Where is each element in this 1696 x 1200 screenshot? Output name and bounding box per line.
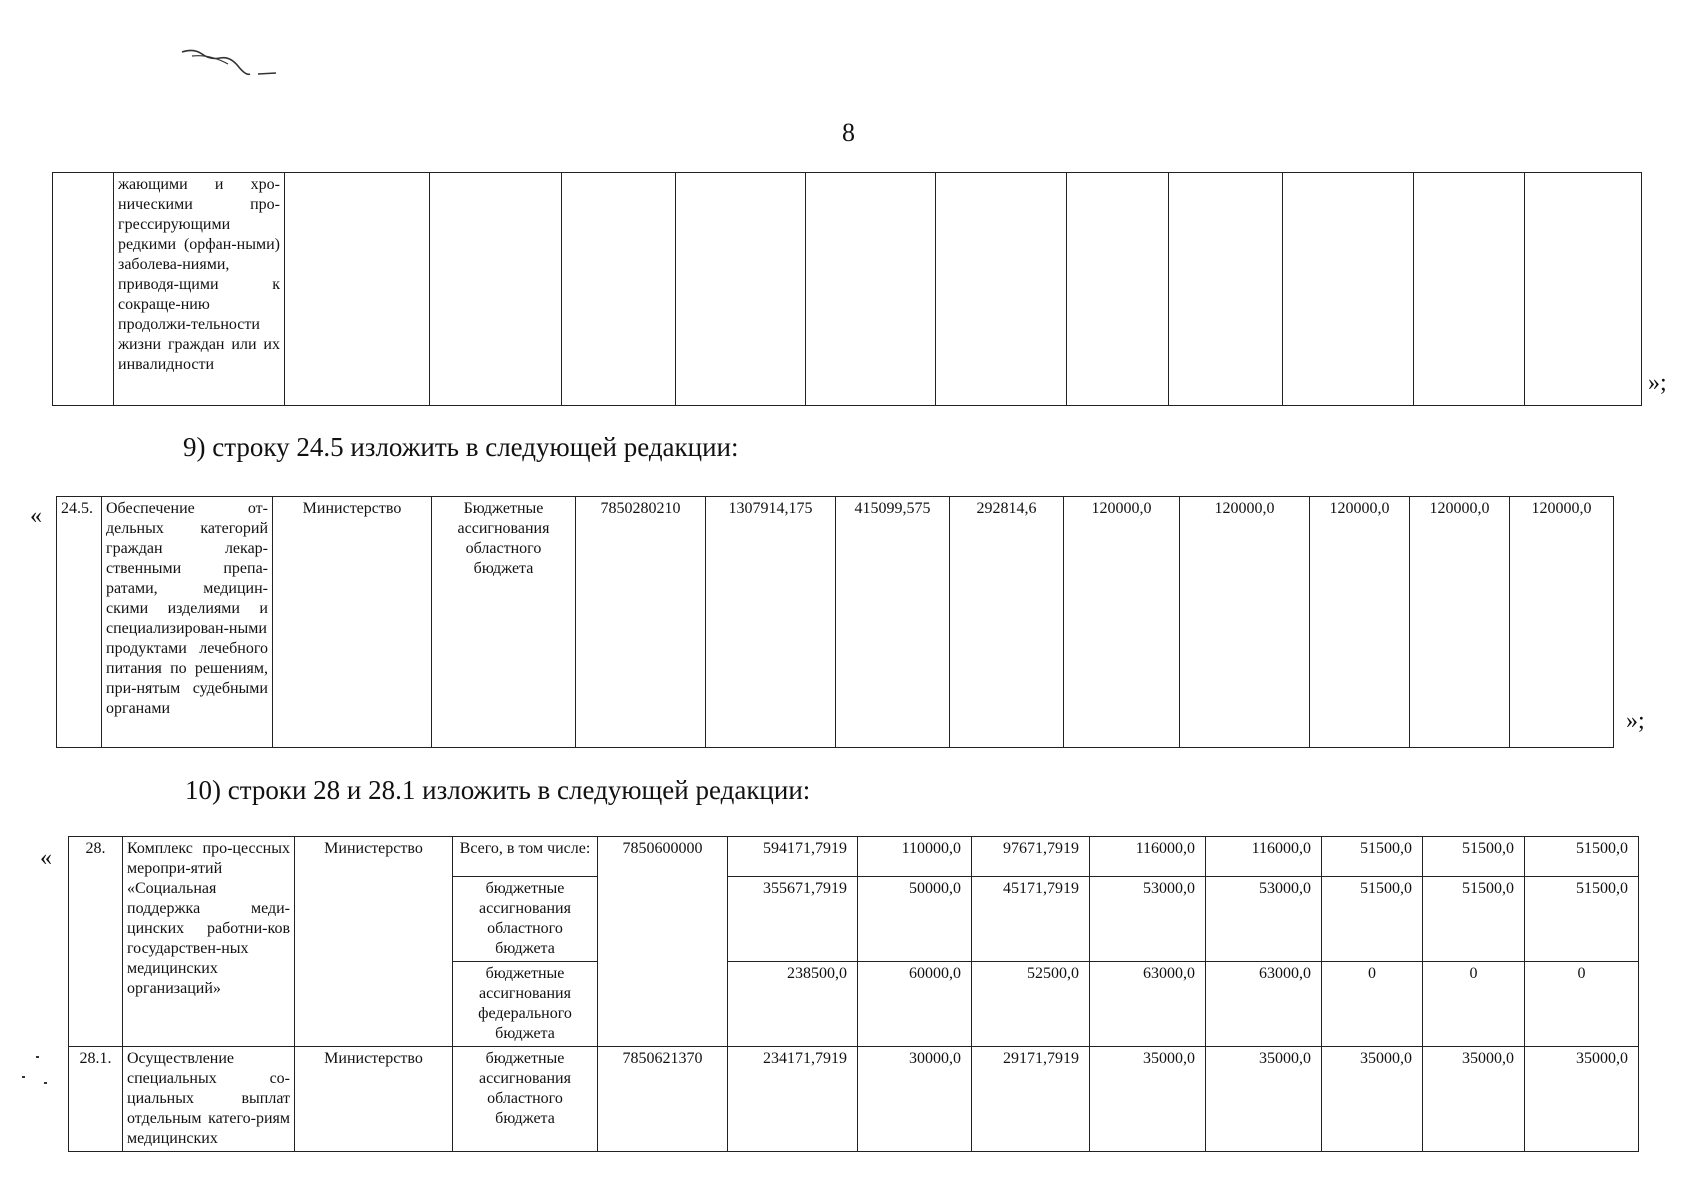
value-cell: 52500,0 <box>972 962 1090 1047</box>
table-cell <box>53 173 114 406</box>
table-rows-28 <box>68 836 1639 1152</box>
measure-description: Осуществление специальных со-циальных выплат отдельным катего-риям медицинских <box>123 1047 295 1152</box>
table-cell <box>1414 173 1525 406</box>
opening-quote: « <box>40 845 52 871</box>
value-cell: 116000,0 <box>1206 837 1322 877</box>
value-cell: 35000,0 <box>1090 1047 1206 1152</box>
funding-source: бюджетные ассигнования областного бюджета <box>453 1047 598 1152</box>
scan-mark <box>36 1056 39 1058</box>
value-cell: 29171,7919 <box>972 1047 1090 1152</box>
table-row <box>53 173 1642 406</box>
row-number: 28.1. <box>69 1047 123 1152</box>
table-cell <box>1067 173 1169 406</box>
table-cell <box>806 173 936 406</box>
table-cell <box>1283 173 1414 406</box>
value-cell: 97671,7919 <box>972 837 1090 877</box>
table-cell <box>285 173 430 406</box>
value-cell: 51500,0 <box>1322 877 1423 962</box>
table-row <box>69 837 1639 877</box>
handwritten-mark <box>180 44 290 84</box>
table-cell <box>430 173 562 406</box>
row-number: 28. <box>69 837 123 1047</box>
table-cell <box>676 173 806 406</box>
value-cell: 415099,575 <box>836 497 950 748</box>
value-cell: 1307914,175 <box>706 497 836 748</box>
value-cell: 120000,0 <box>1410 497 1510 748</box>
value-cell: 51500,0 <box>1423 877 1525 962</box>
measure-description: жающими и хро-ническими про-грессирующими редкими (орфан-ными) заболева-ниями, приводя-щими к сокраще-нию продолжи-тельности жизни граждан или их инвалидности <box>114 173 285 406</box>
value-cell: 120000,0 <box>1310 497 1410 748</box>
value-cell: 120000,0 <box>1510 497 1614 748</box>
budget-code: 7850600000 <box>598 837 728 1047</box>
section-heading: 10) строки 28 и 28.1 изложить в следующей редакции: <box>185 775 811 805</box>
scan-mark <box>44 1082 47 1084</box>
executor: Министерство <box>295 1047 453 1152</box>
value-cell: 35000,0 <box>1525 1047 1639 1152</box>
value-cell: 116000,0 <box>1090 837 1206 877</box>
table-cell <box>1525 173 1642 406</box>
value-cell: 53000,0 <box>1206 877 1322 962</box>
executor: Министерство <box>295 837 453 1047</box>
table-row <box>69 1047 1639 1152</box>
value-cell: 355671,7919 <box>728 877 858 962</box>
funding-source: Бюджетные ассигнования областного бюджета <box>432 497 576 748</box>
value-cell: 30000,0 <box>858 1047 972 1152</box>
closing-quote: »; <box>1648 370 1667 396</box>
table-row-24-5 <box>56 496 1614 748</box>
value-cell: 50000,0 <box>858 877 972 962</box>
value-cell: 60000,0 <box>858 962 972 1047</box>
section-heading: 9) строку 24.5 изложить в следующей редакции: <box>183 432 739 462</box>
table-row <box>57 497 1614 748</box>
executor: Министерство <box>273 497 432 748</box>
table-cell <box>1169 173 1283 406</box>
page-number: 8 <box>842 118 855 147</box>
budget-code: 7850621370 <box>598 1047 728 1152</box>
table-cell <box>562 173 676 406</box>
value-cell: 53000,0 <box>1090 877 1206 962</box>
measure-description: Обеспечение от-дельных категорий граждан лекар-ственными препа-ратами, медицин-скими изделиями и специализирован-ными продуктами лечебного питания по решениям, при-нятым судебными органами <box>102 497 273 748</box>
value-cell: 234171,7919 <box>728 1047 858 1152</box>
value-cell: 594171,7919 <box>728 837 858 877</box>
value-cell: 292814,6 <box>950 497 1064 748</box>
value-cell: 120000,0 <box>1180 497 1310 748</box>
value-cell: 63000,0 <box>1206 962 1322 1047</box>
closing-quote: »; <box>1626 708 1645 734</box>
value-cell: 0 <box>1423 962 1525 1047</box>
value-cell: 51500,0 <box>1423 837 1525 877</box>
funding-source: Всего, в том числе: <box>453 837 598 877</box>
table-continuation <box>52 172 1642 406</box>
opening-quote: « <box>30 503 42 529</box>
funding-source: бюджетные ассигнования федерального бюджета <box>453 962 598 1047</box>
value-cell: 120000,0 <box>1064 497 1180 748</box>
value-cell: 35000,0 <box>1206 1047 1322 1152</box>
measure-description: Комплекс про-цессных меропри-ятий «Социальная поддержка меди-цинских работни-ков государствен-ных медицинских организаций» <box>123 837 295 1047</box>
value-cell: 51500,0 <box>1322 837 1423 877</box>
value-cell: 51500,0 <box>1525 837 1639 877</box>
value-cell: 63000,0 <box>1090 962 1206 1047</box>
table-cell <box>936 173 1067 406</box>
scan-mark <box>22 1076 25 1078</box>
value-cell: 51500,0 <box>1525 877 1639 962</box>
value-cell: 35000,0 <box>1423 1047 1525 1152</box>
value-cell: 45171,7919 <box>972 877 1090 962</box>
row-number: 24.5. <box>57 497 102 748</box>
funding-source: бюджетные ассигнования областного бюджета <box>453 877 598 962</box>
value-cell: 110000,0 <box>858 837 972 877</box>
value-cell: 0 <box>1525 962 1639 1047</box>
value-cell: 0 <box>1322 962 1423 1047</box>
value-cell: 35000,0 <box>1322 1047 1423 1152</box>
value-cell: 238500,0 <box>728 962 858 1047</box>
budget-code: 7850280210 <box>576 497 706 748</box>
